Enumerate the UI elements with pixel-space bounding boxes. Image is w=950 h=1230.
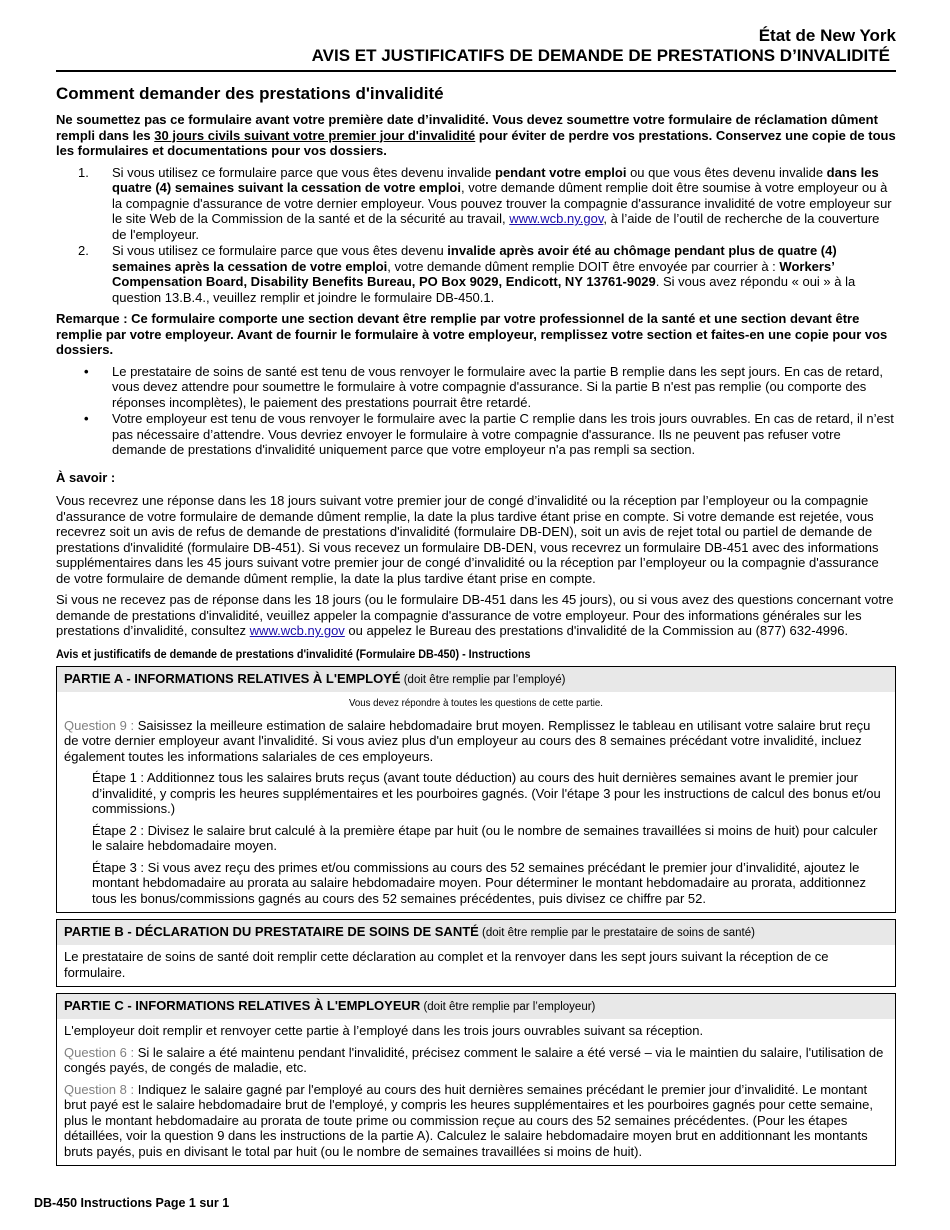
list-item: 1. Si vous utilisez ce formulaire parce que vous êtes devenu invalide pendant votre emploi ou que vous êtes devenu invalide dans les quatre (4) semaines suivant la cessation de votre emploi, votre demande dûment remplie doit être soumise à votre employeur ou à la compagnie d'assurance de votre dernier employeur. Vous pouvez trouver la compagnie d'assurance invalidité de votre employeur sur le site Web de la Commission de la santé et de la sécurité au travail, www.wcb.ny.gov, à l’aide de l’outil de recherche de la couverture de l'employeur. bbox=[78, 164, 892, 242]
wcb-link[interactable]: www.wcb.ny.gov bbox=[509, 211, 604, 226]
question-9: Question 9 : Saisissez la meilleure estimation de salaire hebdomadaire brut moyen. Remplissez le tableau en utilisant votre salaire brut reçu de votre dernier employeur avant l'invalidité. Si vous aviez plus d'un employeur au cours des 8 semaines précédant votre invalidité, incluez également toutes les informations salariales de ces employeurs. bbox=[64, 717, 871, 764]
state-name: État de New York bbox=[758, 26, 896, 45]
step-1: Étape 1 : Additionnez tous les salaires bruts reçus (avant toute déduction) au cours des huit dernières semaines avant le premier jour d’invalidité, y compris les heures supplémentaires et les pourboires gagnés. (Voir l'étape 3 pour les instructions de calcul des bonus et/ou commissions.) bbox=[92, 770, 881, 816]
a-savoir-paragraph-1: Vous recevrez une réponse dans les 18 jours suivant votre premier jour de congé d’invalidité ou la réception par l’employeur ou la compagnie d'assurance de votre formulaire de demande dûment remplie, la date la plus tardive étant prise en compte. Si votre demande est rejetée, vous recevrez soit un avis de refus de demande de prestations d'invalidité (formulaire DB-DEN), soit un avis de rejet total ou partiel de demande de prestations d'invalidité (formulaire DB-451). Si vous recevez un formulaire DB-DEN, vous recevrez un formulaire DB-451 avec des informations supplémentaires dans les 45 jours suivant votre premier jour de congé d’invalidité ou la réception par l’employeur ou la compagnie d'assurance de votre formulaire de demande dûment remplie, la date la plus tardive étant prise en compte. bbox=[56, 493, 879, 586]
step-3: Étape 3 : Si vous avez reçu des primes et/ou commissions au cours des 52 semaines précédant le premier jour d’invalidité, ajoutez le montant hebdomadaire au prorata au salaire hebdomadaire moyen. Pour déterminer le montant hebdomadaire au prorata, additionnez tous les bonus/commissions gagnés au cours des 52 semaines précédentes, puis divisez ce chiffre par 52. bbox=[92, 859, 866, 906]
partie-c-header: PARTIE C - INFORMATIONS RELATIVES À L'EMPLOYEUR (doit être remplie par l’employeur) bbox=[57, 994, 895, 1019]
wcb-link[interactable]: www.wcb.ny.gov bbox=[249, 623, 345, 638]
partie-c-box bbox=[56, 993, 896, 1166]
section-title: Comment demander des prestations d'invalidité bbox=[56, 84, 444, 103]
page-footer: DB-450 Instructions Page 1 sur 1 bbox=[34, 1196, 230, 1210]
remarque-paragraph: Remarque : Ce formulaire comporte une section devant être remplie par votre professionnel de la santé et une section devant être remplie par votre employeur. Avant de fournir le formulaire à votre employeur, remplissez votre section et faites-en une copie pour vos dossiers. bbox=[56, 311, 888, 357]
bullet-list bbox=[56, 364, 896, 458]
partie-a-note: Vous devez répondre à toutes les questions de cette partie. bbox=[348, 697, 604, 709]
list-item: • Le prestataire de soins de santé est tenu de vous renvoyer le formulaire avec la partie B remplie dans les sept jours. En cas de retard, vous devez attendre pour soumettre le formulaire à votre compagnie d'assurance. Si la partie B n'est pas remplie (ou comporte des réponses incomplètes), le paiement des prestations pourrait être retardé. bbox=[84, 363, 884, 410]
partie-b-header: PARTIE B - DÉCLARATION DU PRESTATAIRE DE SOINS DE SANTÉ (doit être remplie par le prestataire de soins de santé) bbox=[57, 920, 895, 945]
question-8: Question 8 : Indiquez le salaire gagné par l'employé au cours des huit dernières semaines précédant le premier jour d’invalidité. Le montant brut payé est le salaire hebdomadaire brut de l'employé, y compris les heures supplémentaires et les pourboires gagnés pour cette semaine, plus le montant hebdomadaire au prorata de toute prime ou commission reçue au cours des 52 semaines précédentes. (Pour les étapes détaillées, voir la question 9 dans les instructions de la partie A). Calculez le salaire hebdomadaire moyen brut en additionnant les montants bruts payés, puis en divisant le total par huit (ou le nombre de semaines travaillées si moins de huit). bbox=[64, 1081, 873, 1159]
partie-c-text: L'employeur doit remplir et renvoyer cette partie à l’employé dans les trois jours ouvrables suivant sa réception. bbox=[64, 1023, 704, 1038]
partie-a-box bbox=[56, 666, 896, 913]
a-savoir-paragraph-2: Si vous ne recevez pas de réponse dans les 18 jours (ou le formulaire DB-451 dans les 45 jours), ou si vous avez des questions concernant votre demande de prestations d'invalidité, veuillez appeler la compagnie d'assurance de votre employeur. Pour des informations générales sur les prestations d’invalidité, consultez www.wcb.ny.gov ou appelez le Bureau des prestations d'invalidité de la Commission au (877) 632-4996. bbox=[56, 592, 894, 638]
step-2: Étape 2 : Divisez le salaire brut calculé à la première étape par huit (ou le nombre de semaines travaillées si moins de huit) pour calculer le salaire hebdomadaire moyen. bbox=[92, 822, 878, 853]
list-item: • Votre employeur est tenu de vous renvoyer le formulaire avec la partie C remplie dans les trois jours ouvrables. En cas de retard, il n’est pas nécessaire d’attendre. Vous devriez envoyer le formulaire à votre compagnie d'assurance. Ils ne peuvent pas refuser votre demande de prestations d'invalidité uniquement parce que votre employeur n'a pas rempli sa section. bbox=[84, 411, 894, 457]
deadline-underline: 30 jours civils suivant votre premier jour d'invalidité bbox=[154, 127, 476, 143]
instructions-title: Avis et justificatifs de demande de prestations d'invalidité (Formulaire DB-450) - Instructions bbox=[56, 646, 531, 661]
partie-b-text: Le prestataire de soins de santé doit remplir cette déclaration au complet et la renvoyer dans les sept jours suivant la réception de ce formulaire. bbox=[64, 949, 829, 980]
a-savoir-heading: À savoir : bbox=[56, 469, 116, 485]
numbered-list bbox=[56, 165, 896, 306]
list-item: 2. Si vous utilisez ce formulaire parce que vous êtes devenu invalide après avoir été au chômage pendant plus de quatre (4) semaines après la cessation de votre emploi, votre demande dûment remplie DOIT être envoyée par courrier à : Workers’ Compensation Board, Disability Benefits Bureau, PO Box 9029, Endicott, NY 13761-9029. Si vous avez répondu « oui » à la question 13.B.4., veuillez remplir et joindre le formulaire DB-450.1. bbox=[78, 243, 856, 305]
intro-paragraph: Ne soumettez pas ce formulaire avant votre première date d’invalidité. Vous devez soumettre votre formulaire de réclamation dûment rempli dans les 30 jours civils suivant votre premier jour d'invalidité pour éviter de perdre vos prestations. Conservez une copie de tous les formulaires et documentations pour vos dossiers. bbox=[56, 112, 896, 158]
document-header bbox=[56, 0, 896, 72]
partie-b-box bbox=[56, 919, 896, 987]
question-6: Question 6 : Si le salaire a été maintenu pendant l'invalidité, précisez comment le salaire a été versé – via le maintien du salaire, l'utilisation de congés payés, de congés de maladie, etc. bbox=[64, 1044, 884, 1075]
partie-a-header: PARTIE A - INFORMATIONS RELATIVES À L'EMPLOYÉ (doit être remplie par l’employé) bbox=[57, 667, 895, 692]
form-title: AVIS ET JUSTIFICATIFS DE DEMANDE DE PRESTATIONS D’INVALIDITÉ bbox=[311, 46, 890, 65]
document-page bbox=[56, 0, 896, 1172]
